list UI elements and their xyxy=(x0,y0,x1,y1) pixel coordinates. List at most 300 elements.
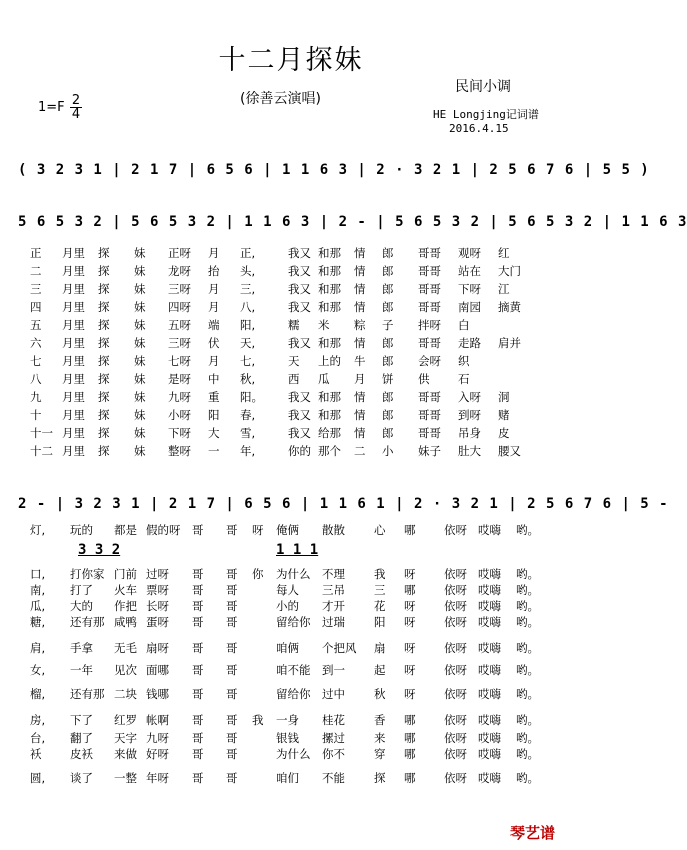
lyric-cell: 洞 xyxy=(498,390,510,404)
lyric-cell: 郎 xyxy=(382,426,394,440)
lyric-cell: 票呀 xyxy=(146,583,169,597)
watermark-logo: 琴艺谱 xyxy=(510,824,556,842)
lyric-cell: 呀 xyxy=(404,641,416,655)
lyric-cell: 三吊 xyxy=(322,583,345,597)
lyric-cell: 哥 xyxy=(192,771,204,785)
lyric-cell: 过瑞 xyxy=(322,615,345,629)
lyric-cell: 会呀 xyxy=(418,354,441,368)
lyric-cell: 红罗 xyxy=(114,713,137,727)
lyric-cell: 探 xyxy=(98,264,110,278)
lyric-cell: 月里 xyxy=(62,282,85,296)
lyric-cell: 榴, xyxy=(30,687,46,701)
lyric-cell: 七, xyxy=(240,354,256,368)
lyric-cell: 哥 xyxy=(192,687,204,701)
lyric-cell: 和那 xyxy=(318,264,341,278)
lyric-cell: 哥 xyxy=(226,687,238,701)
lyric-cell: 肩, xyxy=(30,641,46,655)
lyric-cell: 长呀 xyxy=(146,599,169,613)
lyric-cell: 妹 xyxy=(134,408,146,422)
lyric-cell: 三 xyxy=(374,583,386,597)
lyric-cell: 上的 xyxy=(318,354,341,368)
lyric-cell: 哎嗨 xyxy=(478,567,501,581)
lyric-cell: 依呀 xyxy=(444,747,467,761)
lyric-cell: 月里 xyxy=(62,318,85,332)
lyric-cell: 哥 xyxy=(192,599,204,613)
lyric-cell: 哥哥 xyxy=(418,300,441,314)
lyric-cell: 哎嗨 xyxy=(478,747,501,761)
lyric-cell: 二块 xyxy=(114,687,137,701)
lyric-cell: 呀 xyxy=(404,599,416,613)
lyric-cell: 哥哥 xyxy=(418,336,441,350)
lyric-cell: 供 xyxy=(418,372,430,386)
lyric-cell: 情 xyxy=(354,282,366,296)
lyric-cell: 哥哥 xyxy=(418,264,441,278)
lyric-cell: 哪 xyxy=(404,583,416,597)
lyric-cell: 为什么 xyxy=(276,567,311,581)
lyric-cell: 哥 xyxy=(226,747,238,761)
lyric-cell: 八 xyxy=(30,372,42,386)
lyric-cell: 还有那 xyxy=(70,687,105,701)
lyric-cell: 月 xyxy=(208,246,220,260)
lyric-cell: 龙呀 xyxy=(168,264,191,278)
lyric-cell: 月里 xyxy=(62,354,85,368)
date-label: 2016.4.15 xyxy=(449,122,509,135)
lyric-cell: 大 xyxy=(208,426,220,440)
lyric-cell: 哟。 xyxy=(516,641,539,655)
lyric-cell: 石 xyxy=(458,372,470,386)
lyric-cell: 秋 xyxy=(374,687,386,701)
lyric-cell: 月里 xyxy=(62,444,85,458)
lyric-cell: 依呀 xyxy=(444,615,467,629)
lyric-cell: 起 xyxy=(374,663,386,677)
lyric-cell: 雪, xyxy=(240,426,256,440)
lyric-cell: 情 xyxy=(354,426,366,440)
lyric-cell: 见次 xyxy=(114,663,137,677)
lyric-cell: 和那 xyxy=(318,408,341,422)
lyric-cell: 和那 xyxy=(318,246,341,260)
lyric-cell: 哟。 xyxy=(516,663,539,677)
lyric-cell: 阳。 xyxy=(240,390,263,404)
lyric-cell: 七呀 xyxy=(168,354,191,368)
lyric-cell: 哪 xyxy=(404,747,416,761)
lyric-cell: 西 xyxy=(288,372,300,386)
lyric-cell: 还有那 xyxy=(70,615,105,629)
lyric-cell: 糖, xyxy=(30,615,46,629)
lyric-cell: 哥 xyxy=(192,567,204,581)
lyric-cell: 你 xyxy=(252,567,264,581)
lyric-cell: 下了 xyxy=(70,713,93,727)
notation-sub-2: 1 1 1 xyxy=(276,542,319,558)
lyric-cell: 郎 xyxy=(382,300,394,314)
notation-line-3: 2 - | 3 2 3 1 | 2 1 7 | 6 5 6 | 1 1 6 1 | 2 · 3 2 1 | 2 5 6 7 6 | 5 - xyxy=(18,496,669,512)
lyric-cell: 和那 xyxy=(318,282,341,296)
lyric-cell: 哪 xyxy=(404,523,416,537)
lyric-cell: 子 xyxy=(382,318,394,332)
lyric-cell: 哎嗨 xyxy=(478,731,501,745)
lyric-cell: 妹 xyxy=(134,354,146,368)
lyric-cell: 依呀 xyxy=(444,731,467,745)
lyric-cell: 大门 xyxy=(498,264,521,278)
lyric-cell: 香 xyxy=(374,713,386,727)
lyric-cell: 月里 xyxy=(62,264,85,278)
lyric-cell: 我又 xyxy=(288,390,311,404)
lyric-cell: 穿 xyxy=(374,747,386,761)
lyric-cell: 给那 xyxy=(318,426,341,440)
lyric-cell: 我又 xyxy=(288,300,311,314)
lyric-cell: 月里 xyxy=(62,408,85,422)
lyric-cell: 情 xyxy=(354,390,366,404)
lyric-cell: 五呀 xyxy=(168,318,191,332)
lyric-cell: 九呀 xyxy=(168,390,191,404)
lyric-cell: 大的 xyxy=(70,599,93,613)
lyric-cell: 郎 xyxy=(382,246,394,260)
lyric-cell: 妹 xyxy=(134,246,146,260)
lyric-cell: 六 xyxy=(30,336,42,350)
lyric-cell: 摘黄 xyxy=(498,300,521,314)
lyric-cell: 月里 xyxy=(62,390,85,404)
lyric-cell: 哥 xyxy=(226,731,238,745)
lyric-cell: 哎嗨 xyxy=(478,523,501,537)
lyric-cell: 吊身 xyxy=(458,426,481,440)
lyric-cell: 哟。 xyxy=(516,747,539,761)
lyric-cell: 赌 xyxy=(498,408,510,422)
lyric-cell: 哥 xyxy=(226,771,238,785)
lyric-cell: 阳 xyxy=(208,408,220,422)
lyric-cell: 哥哥 xyxy=(418,426,441,440)
lyric-cell: 台, xyxy=(30,731,46,745)
lyric-cell: 蛋呀 xyxy=(146,615,169,629)
lyric-cell: 哥哥 xyxy=(418,390,441,404)
lyric-cell: 一整 xyxy=(114,771,137,785)
lyric-cell: 三呀 xyxy=(168,282,191,296)
lyric-cell: 年, xyxy=(240,444,256,458)
lyric-cell: 粽 xyxy=(354,318,366,332)
lyric-cell: 皮 xyxy=(498,426,510,440)
lyric-cell: 依呀 xyxy=(444,641,467,655)
lyric-cell: 妹子 xyxy=(418,444,441,458)
lyric-cell: 拌呀 xyxy=(418,318,441,332)
lyric-cell: 作把 xyxy=(114,599,137,613)
lyric-cell: 春, xyxy=(240,408,256,422)
lyric-cell: 和那 xyxy=(318,390,341,404)
lyric-cell: 探 xyxy=(98,426,110,440)
lyric-cell: 哪 xyxy=(404,771,416,785)
lyric-cell: 和那 xyxy=(318,300,341,314)
lyric-cell: 糯 xyxy=(288,318,300,332)
lyric-cell: 郎 xyxy=(382,408,394,422)
lyric-cell: 依呀 xyxy=(444,567,467,581)
lyric-cell: 七 xyxy=(30,354,42,368)
lyric-cell: 三 xyxy=(30,282,42,296)
lyric-cell: 年呀 xyxy=(146,771,169,785)
lyric-cell: 探 xyxy=(98,282,110,296)
lyric-cell: 中 xyxy=(208,372,220,386)
lyric-cell: 情 xyxy=(354,336,366,350)
singer-credit: (徐善云演唱) xyxy=(240,91,321,107)
lyric-cell: 哥哥 xyxy=(418,282,441,296)
lyric-cell: 探 xyxy=(98,246,110,260)
lyric-cell: 月里 xyxy=(62,246,85,260)
lyric-cell: 一 xyxy=(208,444,220,458)
lyric-cell: 口, xyxy=(30,567,46,581)
lyric-cell: 白 xyxy=(458,318,470,332)
lyric-cell: 花 xyxy=(374,599,386,613)
lyric-cell: 哟。 xyxy=(516,615,539,629)
lyric-cell: 十一 xyxy=(30,426,53,440)
lyric-cell: 咱俩 xyxy=(276,641,299,655)
lyric-cell: 散散 xyxy=(322,523,345,537)
lyric-cell: 哥 xyxy=(226,713,238,727)
time-bottom: 4 xyxy=(71,107,81,122)
lyric-cell: 哎嗨 xyxy=(478,713,501,727)
lyric-cell: 我又 xyxy=(288,264,311,278)
lyric-cell: 每人 xyxy=(276,583,299,597)
lyric-cell: 哎嗨 xyxy=(478,663,501,677)
lyric-cell: 重 xyxy=(208,390,220,404)
lyric-cell: 探 xyxy=(98,318,110,332)
lyric-cell: 好呀 xyxy=(146,747,169,761)
lyric-cell: 依呀 xyxy=(444,713,467,727)
lyric-cell: 红 xyxy=(498,246,510,260)
lyric-cell: 郎 xyxy=(382,390,394,404)
lyric-cell: 是呀 xyxy=(168,372,191,386)
lyric-cell: 呀 xyxy=(404,567,416,581)
lyric-cell: 我又 xyxy=(288,408,311,422)
lyric-cell: 三呀 xyxy=(168,336,191,350)
lyric-cell: 哥 xyxy=(192,747,204,761)
lyric-cell: 情 xyxy=(354,246,366,260)
lyric-cell: 哥 xyxy=(192,523,204,537)
lyric-cell: 手拿 xyxy=(70,641,93,655)
lyric-cell: 探 xyxy=(98,336,110,350)
lyric-cell: 我 xyxy=(252,713,264,727)
lyric-cell: 情 xyxy=(354,300,366,314)
lyric-cell: 我又 xyxy=(288,426,311,440)
lyric-cell: 扇呀 xyxy=(146,641,169,655)
lyric-cell: 哥 xyxy=(226,599,238,613)
lyric-cell: 我又 xyxy=(288,246,311,260)
lyric-cell: 观呀 xyxy=(458,246,481,260)
lyric-cell: 依呀 xyxy=(444,663,467,677)
lyric-cell: 妹 xyxy=(134,372,146,386)
time-top: 2 xyxy=(71,93,81,108)
lyric-cell: 留给你 xyxy=(276,687,311,701)
lyric-cell: 袄 xyxy=(30,747,42,761)
lyric-cell: 一年 xyxy=(70,663,93,677)
lyric-cell: 瓜 xyxy=(318,372,330,386)
lyric-cell: 打了 xyxy=(70,583,93,597)
lyric-cell: 哥 xyxy=(226,567,238,581)
lyric-cell: 头, xyxy=(240,264,256,278)
lyric-cell: 月 xyxy=(354,372,366,386)
lyric-cell: 正 xyxy=(30,246,42,260)
lyric-cell: 过中 xyxy=(322,687,345,701)
lyric-cell: 哟。 xyxy=(516,599,539,613)
lyric-cell: 依呀 xyxy=(444,583,467,597)
lyric-cell: 妹 xyxy=(134,264,146,278)
lyric-cell: 八, xyxy=(240,300,256,314)
lyric-cell: 阳 xyxy=(374,615,386,629)
lyric-cell: 五 xyxy=(30,318,42,332)
genre-label: 民间小调 xyxy=(455,79,511,95)
lyric-cell: 织 xyxy=(458,354,470,368)
lyric-cell: 呀 xyxy=(404,615,416,629)
lyric-cell: 月里 xyxy=(62,426,85,440)
lyric-cell: 你的 xyxy=(288,444,311,458)
lyric-cell: 依呀 xyxy=(444,523,467,537)
lyric-cell: 哥 xyxy=(192,583,204,597)
lyric-cell: 月 xyxy=(208,300,220,314)
lyric-cell: 扇 xyxy=(374,641,386,655)
lyric-cell: 江 xyxy=(498,282,510,296)
lyric-cell: 一身 xyxy=(276,713,299,727)
lyric-cell: 哥 xyxy=(192,713,204,727)
lyric-cell: 哎嗨 xyxy=(478,615,501,629)
lyric-cell: 哟。 xyxy=(516,713,539,727)
lyric-cell: 为什么 xyxy=(276,747,311,761)
lyric-cell: 瓜, xyxy=(30,599,46,613)
lyric-cell: 情 xyxy=(354,264,366,278)
lyric-cell: 哎嗨 xyxy=(478,771,501,785)
lyric-cell: 翻了 xyxy=(70,731,93,745)
lyric-cell: 俺俩 xyxy=(276,523,299,537)
lyric-cell: 哥 xyxy=(192,663,204,677)
lyric-cell: 过呀 xyxy=(146,567,169,581)
lyric-cell: 到呀 xyxy=(458,408,481,422)
lyric-cell: 探 xyxy=(98,390,110,404)
lyric-cell: 妹 xyxy=(134,336,146,350)
lyric-cell: 妹 xyxy=(134,444,146,458)
lyric-cell: 郎 xyxy=(382,282,394,296)
lyric-cell: 哎嗨 xyxy=(478,583,501,597)
lyric-cell: 女, xyxy=(30,663,46,677)
lyric-cell: 个把风 xyxy=(322,641,357,655)
lyric-cell: 哟。 xyxy=(516,687,539,701)
lyric-cell: 端 xyxy=(208,318,220,332)
lyric-cell: 小的 xyxy=(276,599,299,613)
lyric-cell: 不能 xyxy=(322,771,345,785)
lyric-cell: 哎嗨 xyxy=(478,687,501,701)
lyric-cell: 哎嗨 xyxy=(478,599,501,613)
lyric-cell: 哟。 xyxy=(516,523,539,537)
lyric-cell: 伏 xyxy=(208,336,220,350)
lyric-cell: 灯, xyxy=(30,523,46,537)
lyric-cell: 哥 xyxy=(226,523,238,537)
lyric-cell: 假的呀 xyxy=(146,523,181,537)
lyric-cell: 咱们 xyxy=(276,771,299,785)
lyric-cell: 哪 xyxy=(404,731,416,745)
lyric-cell: 哪 xyxy=(404,713,416,727)
lyric-cell: 四 xyxy=(30,300,42,314)
lyric-cell: 呀 xyxy=(404,663,416,677)
page-title: 十二月探妹 xyxy=(218,45,364,76)
lyric-cell: 腰又 xyxy=(498,444,521,458)
lyric-cell: 来 xyxy=(374,731,386,745)
lyric-cell: 九呀 xyxy=(146,731,169,745)
lyric-cell: 天, xyxy=(240,336,256,350)
lyric-cell: 我 xyxy=(374,567,386,581)
lyric-cell: 正呀 xyxy=(168,246,191,260)
lyric-cell: 呀 xyxy=(404,687,416,701)
lyric-cell: 哥 xyxy=(226,615,238,629)
lyric-cell: 整呀 xyxy=(168,444,191,458)
lyric-cell: 站在 xyxy=(458,264,481,278)
lyric-cell: 依呀 xyxy=(444,771,467,785)
lyric-cell: 钱哪 xyxy=(146,687,169,701)
lyric-cell: 玩的 xyxy=(70,523,93,537)
lyric-cell: 谈了 xyxy=(70,771,93,785)
lyric-cell: 哥 xyxy=(192,731,204,745)
lyric-cell: 秋, xyxy=(240,372,256,386)
lyric-cell: 下呀 xyxy=(168,426,191,440)
lyric-cell: 心 xyxy=(374,523,386,537)
lyric-cell: 天 xyxy=(288,354,300,368)
lyric-cell: 肩并 xyxy=(498,336,521,350)
lyric-cell: 哥哥 xyxy=(418,246,441,260)
lyric-cell: 月里 xyxy=(62,336,85,350)
lyric-cell: 圆, xyxy=(30,771,46,785)
transcriber-credit: HE Longjing记词谱 xyxy=(433,108,539,121)
lyric-cell: 郎 xyxy=(382,354,394,368)
notation-sub-1: 3 3 2 xyxy=(78,542,121,558)
lyric-cell: 妹 xyxy=(134,300,146,314)
lyric-cell: 探 xyxy=(98,444,110,458)
lyric-cell: 依呀 xyxy=(444,599,467,613)
lyric-cell: 探 xyxy=(374,771,386,785)
lyric-cell: 阳, xyxy=(240,318,256,332)
lyric-cell: 南, xyxy=(30,583,46,597)
lyric-cell: 呀 xyxy=(252,523,264,537)
lyric-cell: 摞过 xyxy=(322,731,345,745)
lyric-cell: 探 xyxy=(98,408,110,422)
lyric-cell: 十 xyxy=(30,408,42,422)
lyric-cell: 帐啊 xyxy=(146,713,169,727)
lyric-cell: 哟。 xyxy=(516,731,539,745)
lyric-cell: 留给你 xyxy=(276,615,311,629)
lyric-cell: 三, xyxy=(240,282,256,296)
lyric-cell: 南园 xyxy=(458,300,481,314)
lyric-cell: 来做 xyxy=(114,747,137,761)
lyric-cell: 到一 xyxy=(322,663,345,677)
lyric-cell: 郎 xyxy=(382,336,394,350)
lyric-cell: 月里 xyxy=(62,300,85,314)
lyric-cell: 二 xyxy=(354,444,366,458)
lyric-cell: 哥哥 xyxy=(418,408,441,422)
lyric-cell: 无毛 xyxy=(114,641,137,655)
notation-line-1: ( 3 2 3 1 | 2 1 7 | 6 5 6 | 1 1 6 3 | 2 · 3 2 1 | 2 5 6 7 6 | 5 5 ) xyxy=(18,162,650,178)
lyric-cell: 下呀 xyxy=(458,282,481,296)
lyric-cell: 哥 xyxy=(192,615,204,629)
lyric-cell: 牛 xyxy=(354,354,366,368)
lyric-cell: 哥 xyxy=(226,663,238,677)
lyric-cell: 小 xyxy=(382,444,394,458)
lyric-cell: 天字 xyxy=(114,731,137,745)
notation-line-2: 5 6 5 3 2 | 5 6 5 3 2 | 1 1 6 3 | 2 - | 5 6 5 3 2 | 5 6 5 3 2 | 1 1 6 3 xyxy=(18,214,687,230)
lyric-cell: 哎嗨 xyxy=(478,641,501,655)
lyric-cell: 走路 xyxy=(458,336,481,350)
lyric-cell: 打你家 xyxy=(70,567,105,581)
lyric-cell: 火车 xyxy=(114,583,137,597)
lyric-cell: 哟。 xyxy=(516,771,539,785)
lyric-cell: 哟。 xyxy=(516,583,539,597)
lyric-cell: 才开 xyxy=(322,599,345,613)
lyric-cell: 情 xyxy=(354,408,366,422)
lyric-cell: 二 xyxy=(30,264,42,278)
lyric-cell: 面哪 xyxy=(146,663,169,677)
lyric-cell: 我又 xyxy=(288,282,311,296)
lyric-cell: 饼 xyxy=(382,372,394,386)
lyric-cell: 米 xyxy=(318,318,330,332)
